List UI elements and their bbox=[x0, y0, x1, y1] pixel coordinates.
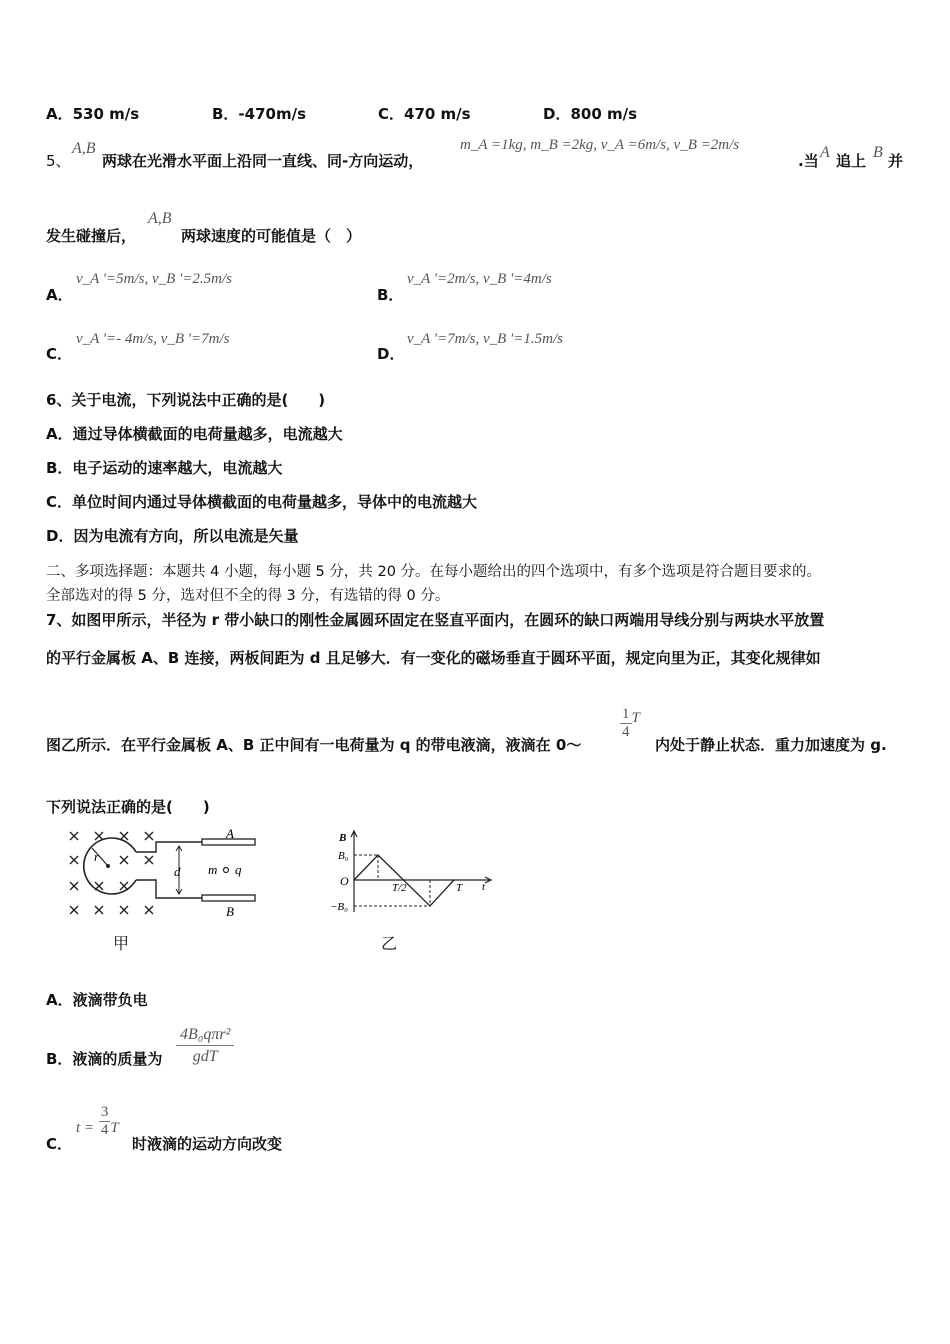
fraction-variable: T bbox=[631, 710, 640, 726]
label-t-period: T bbox=[456, 882, 463, 894]
label-q: q bbox=[235, 862, 242, 877]
ring-center bbox=[106, 864, 110, 868]
label-origin: O bbox=[340, 874, 349, 888]
q5-option-d-math: v_A '=7m/s, v_B '=1.5m/s bbox=[407, 331, 563, 347]
figure-yi-caption: 乙 bbox=[381, 934, 398, 953]
mass-denominator: gdT bbox=[192, 1048, 218, 1065]
q5-number: 5、 bbox=[46, 152, 71, 170]
q5-stem-when: .当 bbox=[798, 152, 819, 170]
time-fraction bbox=[99, 1104, 111, 1139]
q7-stem-line1: 7、如图甲所示，半径为 r 带小缺口的刚性金属圆环固定在竖直平面内，在圆环的缺口两端用导线分别与两块水平放置 bbox=[46, 611, 825, 629]
q7-stem-line2: 的平行金属板 A、B 连接，两板间距为 d 且足够大．有一变化的磁场垂直于圆环平面，规定向里为正，其变化规律如 bbox=[46, 649, 821, 667]
q7-fraction-quarter-t bbox=[620, 706, 640, 741]
q6-option-b: B．电子运动的速率越大，电流越大 bbox=[46, 459, 283, 477]
axis-label-t: t bbox=[482, 881, 486, 893]
label-r: r bbox=[94, 849, 100, 864]
q5-option-a-math: v_A '=5m/s, v_B '=2.5m/s bbox=[76, 271, 232, 287]
plate-b bbox=[202, 895, 255, 901]
q5-line2-question: 两球速度的可能值是（ ） bbox=[181, 227, 362, 245]
section2-instructions-line2: 全部选对的得 5 分，选对但不全的得 3 分，有选错的得 0 分。 bbox=[46, 588, 450, 604]
mass-fraction bbox=[176, 1024, 234, 1067]
q5-given-values: m_A =1kg, m_B =2kg, v_A =6m/s, v_B =2m/s bbox=[460, 137, 740, 153]
droplet bbox=[224, 868, 229, 873]
q7-stem-line3-post: 内处于静止状态．重力加速度为 g. bbox=[655, 736, 887, 754]
axis-label-b: B bbox=[339, 832, 347, 844]
label-d: d bbox=[174, 864, 181, 879]
q5-line2-text: 发生碰撞后， bbox=[46, 227, 137, 245]
wire-top bbox=[136, 842, 202, 852]
q7-option-b-fraction bbox=[176, 1024, 234, 1067]
wire-bottom bbox=[136, 880, 202, 898]
time-numerator: 3 bbox=[100, 1104, 109, 1120]
q5-option-c-math: v_A '=- 4m/s, v_B '=7m/s bbox=[76, 331, 230, 347]
fraction-denominator: 4 bbox=[622, 724, 630, 740]
q4-option-b: B．-470m/s bbox=[212, 105, 307, 123]
mass-numerator: 4B₀qπr² bbox=[176, 1024, 234, 1046]
q7-option-c-math bbox=[76, 1104, 119, 1139]
q5-stem-and: 并 bbox=[888, 152, 904, 170]
figure-jia-caption: 甲 bbox=[113, 934, 130, 953]
q5-option-c-label: C． bbox=[46, 345, 73, 363]
q4-option-a: A．530 m/s bbox=[46, 105, 140, 123]
label-a: A bbox=[226, 828, 234, 841]
label-b0: B₀ bbox=[338, 850, 349, 862]
time-period: T bbox=[110, 1120, 119, 1136]
q7-option-c-text: 时液滴的运动方向改变 bbox=[132, 1135, 283, 1153]
section2-instructions-line1: 二、多项选择题：本题共 4 小题，每小题 5 分，共 20 分。在每小题给出的四个选项中，有多个选项是符合题目要求的。 bbox=[46, 564, 822, 580]
q6-option-a: A．通过导体横截面的电荷量越多，电流越大 bbox=[46, 425, 343, 443]
q5-option-a-label: A． bbox=[46, 286, 73, 304]
q4-option-d: D．800 m/s bbox=[543, 105, 638, 123]
q5-line2-math: A,B bbox=[148, 210, 172, 227]
q5-math-a: A bbox=[820, 144, 830, 161]
q5-option-d-label: D． bbox=[377, 345, 405, 363]
time-variable: t = bbox=[76, 1120, 95, 1136]
q7-stem-line4: 下列说法正确的是( ) bbox=[46, 798, 210, 816]
label-half-t: T/2 bbox=[392, 882, 407, 894]
q5-option-b-label: B． bbox=[377, 286, 404, 304]
q6-option-c: C．单位时间内通过导体横截面的电荷量越多，导体中的电流越大 bbox=[46, 493, 478, 511]
time-denominator: 4 bbox=[100, 1122, 109, 1138]
q7-option-a: A．液滴带负电 bbox=[46, 991, 148, 1009]
q6-stem: 6、关于电流，下列说法中正确的是( ) bbox=[46, 391, 326, 409]
magnetic-field-crosses bbox=[70, 832, 153, 914]
q5-option-b-math: v_A '=2m/s, v_B '=4m/s bbox=[407, 271, 552, 287]
q5-math-ab: A,B bbox=[72, 140, 96, 157]
label-neg-b0: −B₀ bbox=[330, 901, 348, 913]
figure-jia-circuit bbox=[62, 828, 262, 924]
q5-math-b: B bbox=[873, 144, 883, 161]
q7-option-b-text: B．液滴的质量为 bbox=[46, 1050, 163, 1068]
q5-stem-text: 两球在光滑水平面上沿同一直线、同-方向运动， bbox=[102, 152, 424, 170]
q5-stem-catch: 追上 bbox=[836, 152, 867, 170]
q7-stem-line3-pre: 图乙所示．在平行金属板 A、B 正中间有一电荷量为 q 的带电液滴，液滴在 0～ bbox=[46, 736, 582, 754]
figure-yi-graph bbox=[326, 826, 496, 918]
q7-option-c-label: C． bbox=[46, 1135, 73, 1153]
label-b: B bbox=[226, 904, 234, 919]
fraction bbox=[620, 706, 632, 741]
fraction-numerator: 1 bbox=[622, 706, 630, 722]
q6-option-d: D．因为电流有方向，所以电流是矢量 bbox=[46, 527, 299, 545]
label-m: m bbox=[208, 862, 218, 877]
q4-option-c: C．470 m/s bbox=[378, 105, 471, 123]
